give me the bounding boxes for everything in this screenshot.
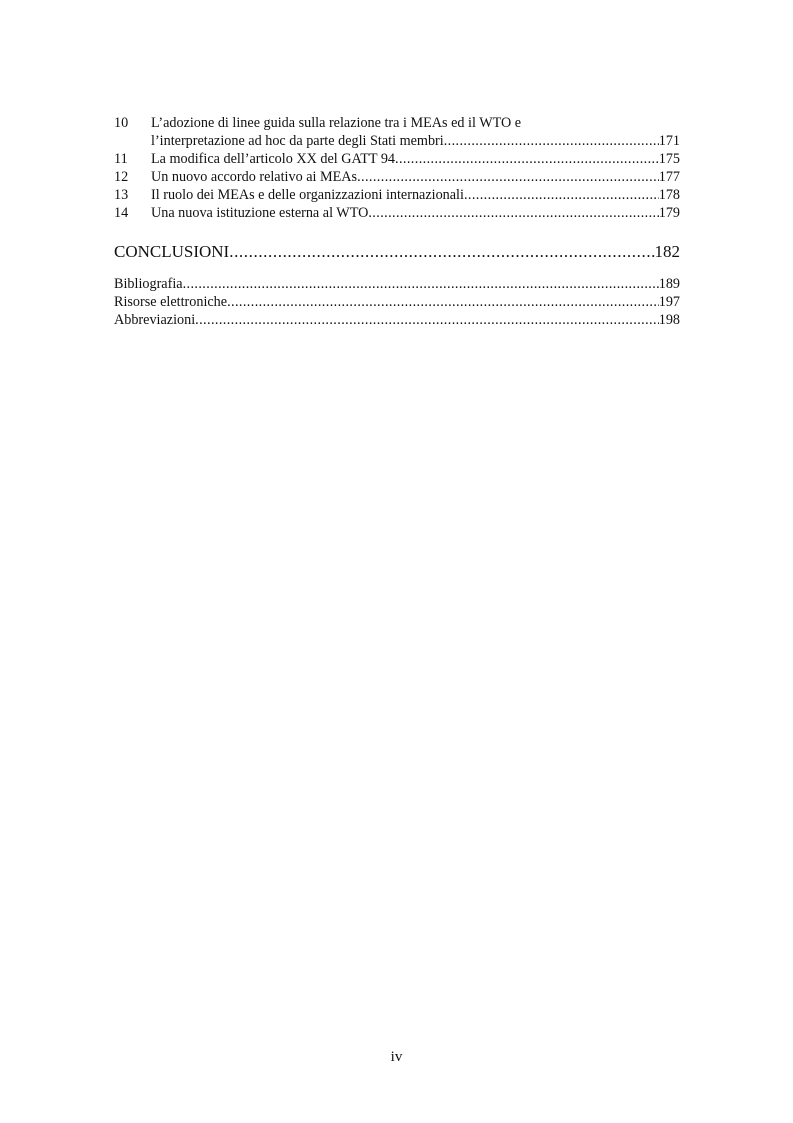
toc-entry-abbreviations[interactable]: [114, 311, 680, 329]
toc-entry-page: 175: [658, 151, 680, 167]
toc-entry-title: Una nuova istituzione esterna al WTO: [151, 205, 369, 221]
toc-entry-number: 11: [114, 151, 128, 167]
toc-entry-page: 189: [658, 276, 680, 292]
toc-entry-10-line-2[interactable]: [114, 132, 680, 150]
page-number: iv: [390, 1049, 403, 1065]
dot-leader: [195, 311, 659, 329]
toc-entry-page: 171: [658, 133, 680, 149]
toc-entry-title: L’adozione di linee guida sulla relazione tra i MEAs ed il WTO e: [151, 115, 522, 131]
toc-entry-11[interactable]: [114, 150, 680, 168]
toc-entry-number: 10: [114, 115, 129, 131]
toc-entry-title: Bibliografia: [114, 276, 183, 292]
toc-entry-page: 198: [658, 312, 680, 328]
toc-entry-title: La modifica dell’articolo XX del GATT 94: [151, 151, 396, 167]
toc-entry-title: Un nuovo accordo relativo ai MEAs: [151, 169, 358, 185]
toc-entry-number: 13: [114, 187, 129, 203]
toc-entry-13[interactable]: [114, 186, 680, 204]
toc-entry-10-line-1: [114, 114, 680, 132]
toc-entry-title: CONCLUSIONI: [114, 242, 230, 261]
dot-leader: [227, 293, 659, 311]
toc-entry-title: Abbreviazioni: [114, 312, 196, 328]
toc-entry-number: 14: [114, 205, 129, 221]
toc-entry-number: 12: [114, 169, 129, 185]
toc-entry-bibliography[interactable]: [114, 275, 680, 293]
toc-entry-page: 179: [658, 205, 680, 221]
dot-leader: [464, 186, 659, 204]
dot-leader: [395, 150, 659, 168]
toc-entry-title: l’interpretazione ad hoc da parte degli Stati membri: [151, 133, 444, 149]
table-of-contents: [114, 114, 680, 329]
toc-entry-title: Il ruolo dei MEAs e delle organizzazioni internazionali: [151, 187, 464, 203]
dot-leader: [368, 204, 658, 222]
dot-leader: [357, 168, 659, 186]
toc-entry-page: 177: [658, 169, 680, 185]
dot-leader: [183, 275, 659, 293]
toc-entry-page: 197: [658, 294, 680, 310]
toc-entry-conclusion[interactable]: [114, 241, 680, 263]
dot-leader: [444, 132, 659, 150]
toc-entry-page: 182: [654, 242, 680, 261]
toc-entry-electronic-resources[interactable]: [114, 293, 680, 311]
toc-entry-title: Risorse elettroniche: [114, 294, 228, 310]
toc-entry-12[interactable]: [114, 168, 680, 186]
toc-entry-14[interactable]: [114, 204, 680, 222]
toc-entry-page: 178: [658, 187, 680, 203]
dot-leader: [229, 241, 654, 263]
